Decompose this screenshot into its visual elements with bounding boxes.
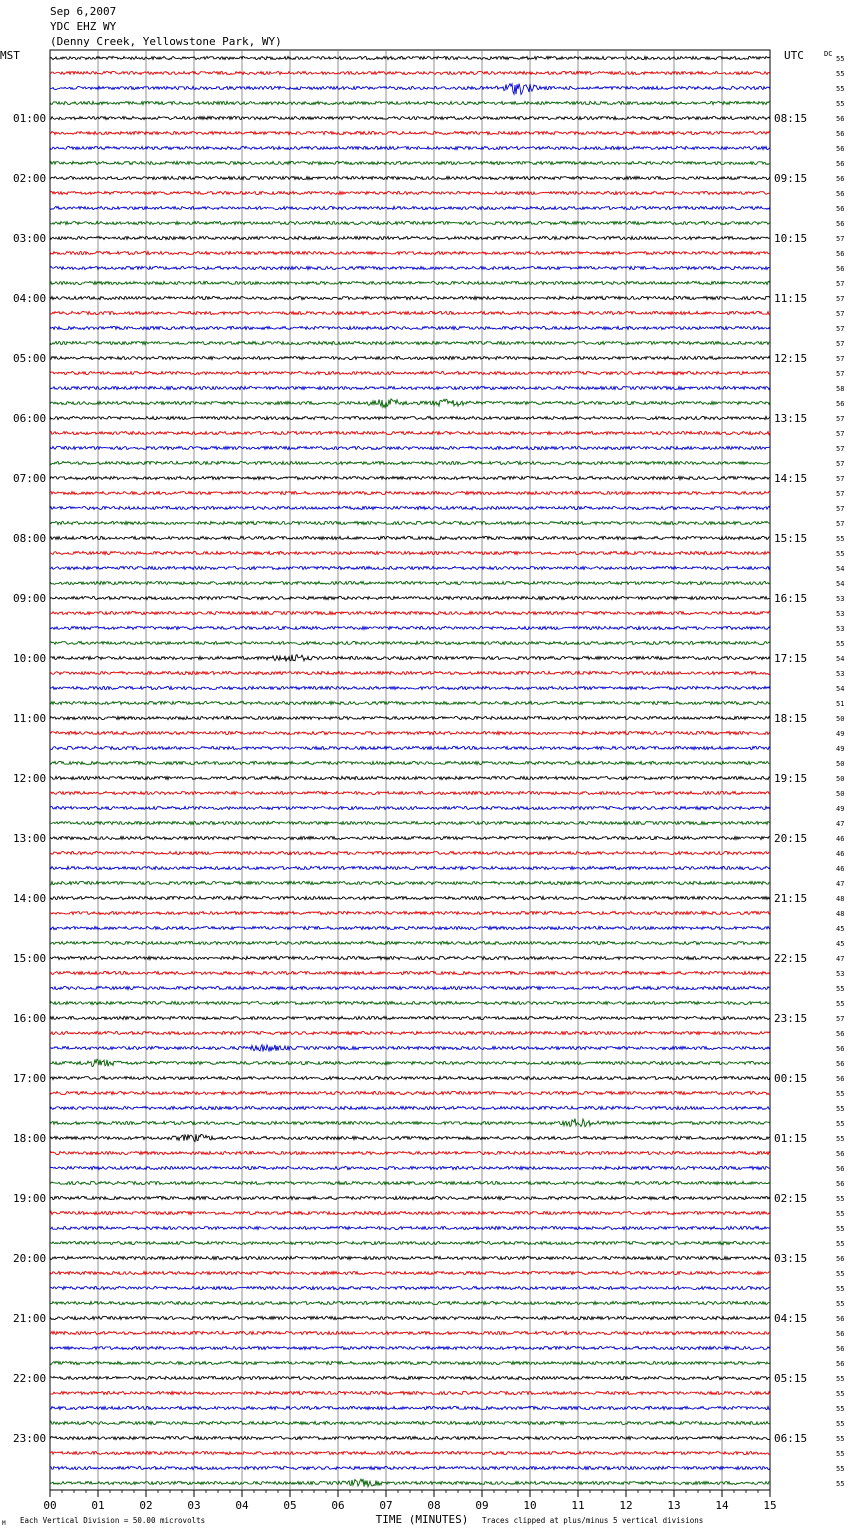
dc-value: 56	[836, 1060, 845, 1068]
left-axis-title: MST	[0, 49, 20, 62]
dc-value: 47	[836, 955, 845, 963]
seismic-trace	[50, 1376, 770, 1379]
utc-hour-label: 05:15	[774, 1372, 808, 1385]
dc-value: 55	[836, 1300, 845, 1308]
seismic-trace	[50, 1316, 770, 1319]
seismic-trace	[50, 686, 770, 689]
dc-value: 53	[836, 610, 845, 618]
x-tick-label: 07	[379, 1499, 393, 1512]
mst-hour-label: 13:00	[13, 832, 47, 845]
dc-value: 55	[836, 1420, 845, 1428]
x-tick-label: 03	[187, 1499, 201, 1512]
dc-value: 55	[836, 1240, 845, 1248]
seismic-traces	[50, 56, 770, 1486]
x-tick-label: 11	[571, 1499, 585, 1512]
utc-hour-label: 08:15	[774, 112, 808, 125]
seismic-trace	[50, 971, 770, 974]
seismic-trace	[50, 671, 770, 674]
seismic-trace	[50, 266, 770, 269]
dc-value: 57	[836, 340, 845, 348]
seismic-trace	[50, 146, 770, 149]
dc-value: 56	[836, 1165, 845, 1173]
utc-hour-label: 12:15	[774, 352, 808, 365]
utc-hour-label: 21:15	[774, 892, 808, 905]
seismic-trace	[50, 926, 770, 929]
x-tick-label: 06	[331, 1499, 345, 1512]
dc-value: 56	[836, 1255, 845, 1263]
seismic-trace	[50, 1226, 770, 1229]
seismic-trace	[50, 1091, 770, 1094]
dc-value: 53	[836, 595, 845, 603]
dc-value: 56	[836, 115, 845, 123]
dc-value: 47	[836, 820, 845, 828]
seismic-trace	[50, 1331, 770, 1334]
mst-hour-label: 10:00	[13, 652, 47, 665]
seismic-trace	[50, 581, 770, 584]
seismic-trace	[50, 1466, 770, 1469]
dc-value: 56	[836, 205, 845, 213]
dc-value: 57	[836, 355, 845, 363]
seismic-trace	[50, 1059, 770, 1066]
seismic-trace	[50, 1106, 770, 1109]
dc-value: 56	[836, 220, 845, 228]
utc-hour-label: 03:15	[774, 1252, 808, 1265]
mst-hour-label: 04:00	[13, 292, 47, 305]
seismic-trace	[50, 71, 770, 74]
seismic-trace	[50, 1076, 770, 1079]
seismic-trace	[50, 1421, 770, 1424]
dc-value: 56	[836, 160, 845, 168]
seismic-trace	[50, 221, 770, 224]
seismic-trace	[50, 1451, 770, 1454]
seismic-trace	[50, 1045, 770, 1052]
seismic-trace	[50, 821, 770, 824]
dc-value: 56	[836, 1045, 845, 1053]
dc-value: 53	[836, 625, 845, 633]
dc-value: 49	[836, 805, 845, 813]
mst-hour-label: 15:00	[13, 952, 47, 965]
dc-value: 50	[836, 760, 845, 768]
dc-value: 45	[836, 940, 845, 948]
dc-value: 55	[836, 1210, 845, 1218]
seismic-trace	[50, 161, 770, 164]
x-axis-title: TIME (MINUTES)	[375, 1513, 469, 1526]
mst-hour-label: 08:00	[13, 532, 47, 545]
dc-value: 55	[836, 535, 845, 543]
seismic-trace	[50, 701, 770, 704]
seismic-trace	[50, 191, 770, 194]
seismic-trace	[50, 1001, 770, 1004]
dc-value: 56	[836, 250, 845, 258]
dc-value: 56	[836, 1315, 845, 1323]
dc-value: 57	[836, 310, 845, 318]
dc-value: 58	[836, 385, 845, 393]
x-tick-label: 09	[475, 1499, 489, 1512]
utc-hour-label: 17:15	[774, 652, 808, 665]
seismic-trace	[50, 506, 770, 509]
x-tick-label: 05	[283, 1499, 297, 1512]
x-tick-label: 14	[715, 1499, 729, 1512]
dc-value: 45	[836, 925, 845, 933]
dc-value: 55	[836, 550, 845, 558]
x-tick-label: 15	[763, 1499, 777, 1512]
dc-value: 56	[836, 1330, 845, 1338]
seismic-trace	[50, 1256, 770, 1259]
seismic-trace	[50, 1119, 770, 1127]
dc-value: 56	[836, 130, 845, 138]
dc-value: 48	[836, 895, 845, 903]
scale-note: Each Vertical Division = 50.00 microvolts	[20, 1516, 206, 1525]
dc-value: 57	[836, 460, 845, 468]
seismic-trace	[50, 476, 770, 479]
dc-value: 57	[836, 475, 845, 483]
x-tick-label: 10	[523, 1499, 537, 1512]
seismic-trace	[50, 1016, 770, 1019]
seismic-trace	[50, 881, 770, 884]
dc-value: 46	[836, 865, 845, 873]
seismic-trace	[50, 1361, 770, 1364]
x-tick-label: 08	[427, 1499, 441, 1512]
dc-value: 54	[836, 655, 845, 663]
dc-value: 56	[836, 145, 845, 153]
seismic-trace	[50, 1031, 770, 1034]
utc-hour-label: 01:15	[774, 1132, 808, 1145]
utc-hour-label: 18:15	[774, 712, 808, 725]
dc-value: 46	[836, 850, 845, 858]
dc-value: 55	[836, 985, 845, 993]
mst-hour-label: 07:00	[13, 472, 47, 485]
utc-hour-label: 23:15	[774, 1012, 808, 1025]
header-station: YDC EHZ WY	[50, 20, 117, 33]
dc-value: 51	[836, 700, 845, 708]
dc-value: 56	[836, 1075, 845, 1083]
axis-labels	[2, 50, 844, 1527]
utc-hour-label: 14:15	[774, 472, 808, 485]
seismic-trace	[50, 236, 770, 239]
seismic-trace	[50, 1271, 770, 1274]
dc-value: 49	[836, 730, 845, 738]
dc-value: 55	[836, 1270, 845, 1278]
seismic-trace	[50, 641, 770, 644]
seismic-trace	[50, 326, 770, 329]
mst-hour-label: 19:00	[13, 1192, 47, 1205]
seismic-trace	[50, 341, 770, 344]
seismic-trace	[50, 416, 770, 419]
dc-value: 55	[836, 1285, 845, 1293]
seismic-trace	[50, 911, 770, 914]
dc-value: 53	[836, 970, 845, 978]
seismic-trace	[50, 1151, 770, 1154]
dc-value: 55	[836, 70, 845, 78]
utc-hour-label: 09:15	[774, 172, 808, 185]
seismic-trace	[50, 1406, 770, 1409]
utc-hour-label: 00:15	[774, 1072, 808, 1085]
seismic-trace	[50, 626, 770, 629]
dc-value: 56	[836, 175, 845, 183]
dc-value: 55	[836, 1135, 845, 1143]
seismic-trace	[50, 431, 770, 434]
header-location: (Denny Creek, Yellowstone Park, WY)	[50, 35, 282, 48]
utc-hour-label: 20:15	[774, 832, 808, 845]
seismic-trace	[50, 206, 770, 209]
mst-hour-label: 16:00	[13, 1012, 47, 1025]
seismic-trace	[50, 296, 770, 299]
seismic-trace	[50, 1181, 770, 1184]
dc-value: 47	[836, 880, 845, 888]
dc-value: 55	[836, 1435, 845, 1443]
dc-value: 57	[836, 505, 845, 513]
dc-value: 56	[836, 1180, 845, 1188]
utc-hour-label: 11:15	[774, 292, 808, 305]
dc-value: 55	[836, 1120, 845, 1128]
dc-value: 55	[836, 1105, 845, 1113]
seismic-trace	[50, 1166, 770, 1169]
seismic-trace	[50, 131, 770, 134]
seismic-trace	[50, 446, 770, 449]
dc-value: 57	[836, 295, 845, 303]
dc-value: 55	[836, 640, 845, 648]
x-tick-label: 04	[235, 1499, 249, 1512]
seismic-trace	[50, 1241, 770, 1244]
seismic-trace	[50, 776, 770, 779]
dc-value: 56	[836, 1345, 845, 1353]
seismic-trace	[50, 84, 770, 95]
dc-value: 57	[836, 490, 845, 498]
seismic-trace	[50, 1301, 770, 1304]
dc-value: 55	[836, 1390, 845, 1398]
dc-value: 55	[836, 100, 845, 108]
x-tick-label: 01	[91, 1499, 105, 1512]
dc-value: 48	[836, 910, 845, 918]
dc-value: 55	[836, 1450, 845, 1458]
mst-hour-label: 06:00	[13, 412, 47, 425]
dc-value: 57	[836, 370, 845, 378]
seismic-trace	[50, 566, 770, 569]
utc-hour-label: 13:15	[774, 412, 808, 425]
dc-value: 55	[836, 1375, 845, 1383]
seismic-trace	[50, 746, 770, 749]
dc-value: 53	[836, 670, 845, 678]
seismic-trace	[50, 1211, 770, 1214]
mst-hour-label: 02:00	[13, 172, 47, 185]
utc-hour-label: 02:15	[774, 1192, 808, 1205]
utc-hour-label: 22:15	[774, 952, 808, 965]
dc-value: 55	[836, 85, 845, 93]
x-tick-label: 02	[139, 1499, 153, 1512]
mst-hour-label: 01:00	[13, 112, 47, 125]
mst-hour-label: 03:00	[13, 232, 47, 245]
seismic-trace	[50, 1346, 770, 1349]
seismic-trace	[50, 836, 770, 839]
dc-value: 55	[836, 1090, 845, 1098]
dc-value: 54	[836, 685, 845, 693]
mst-hour-label: 20:00	[13, 1252, 47, 1265]
seismic-trace	[50, 356, 770, 359]
seismic-trace	[50, 1391, 770, 1394]
mst-hour-label: 22:00	[13, 1372, 47, 1385]
utc-hour-label: 04:15	[774, 1312, 808, 1325]
dc-value: 55	[836, 1000, 845, 1008]
seismic-trace	[50, 761, 770, 764]
dc-value: 57	[836, 415, 845, 423]
seismic-trace	[50, 956, 770, 959]
x-tick-label: 13	[667, 1499, 681, 1512]
seismic-trace	[50, 731, 770, 734]
dc-value: 57	[836, 325, 845, 333]
seismic-trace	[50, 399, 770, 407]
dc-value: 57	[836, 445, 845, 453]
dc-value: 55	[836, 1225, 845, 1233]
utc-hour-label: 06:15	[774, 1432, 808, 1445]
dc-value: 56	[836, 1030, 845, 1038]
seismic-trace	[50, 1134, 770, 1141]
dc-value: 54	[836, 580, 845, 588]
utc-hour-label: 19:15	[774, 772, 808, 785]
seismic-trace	[50, 806, 770, 809]
utc-hour-label: 15:15	[774, 532, 808, 545]
seismic-trace	[50, 866, 770, 869]
dc-value: 57	[836, 1015, 845, 1023]
dc-value: 46	[836, 835, 845, 843]
dc-value: 49	[836, 745, 845, 753]
seismic-trace	[50, 281, 770, 284]
dc-value: 56	[836, 400, 845, 408]
seismic-trace	[50, 461, 770, 464]
mst-hour-label: 09:00	[13, 592, 47, 605]
x-tick-label: 12	[619, 1499, 633, 1512]
seismic-trace	[50, 791, 770, 794]
dc-value: 55	[836, 55, 845, 63]
dc-value: 50	[836, 715, 845, 723]
seismic-trace	[50, 176, 770, 179]
dc-value: 55	[836, 1405, 845, 1413]
seismic-trace	[50, 655, 770, 662]
seismic-trace	[50, 986, 770, 989]
dc-value: 57	[836, 430, 845, 438]
mst-hour-label: 23:00	[13, 1432, 47, 1445]
plot-grid	[50, 50, 770, 1497]
dc-value: 50	[836, 775, 845, 783]
dc-value: 57	[836, 520, 845, 528]
header-date: Sep 6,2007	[50, 5, 117, 18]
utc-hour-label: 16:15	[774, 592, 808, 605]
seismic-trace	[50, 386, 770, 389]
seismic-trace	[50, 251, 770, 254]
seismic-trace	[50, 491, 770, 494]
dc-value: 54	[836, 565, 845, 573]
seismic-trace	[50, 611, 770, 614]
seismic-trace	[50, 101, 770, 104]
x-tick-label: 00	[43, 1499, 57, 1512]
seismic-trace	[50, 56, 770, 59]
right-axis-title: UTC	[784, 49, 804, 62]
seismic-trace	[50, 941, 770, 944]
seismic-trace	[50, 596, 770, 599]
dc-value: 56	[836, 190, 845, 198]
mst-hour-label: 17:00	[13, 1072, 47, 1085]
dc-value: 56	[836, 265, 845, 273]
seismic-trace	[50, 1436, 770, 1439]
mst-hour-label: 14:00	[13, 892, 47, 905]
dc-value: 50	[836, 790, 845, 798]
seismic-trace	[50, 851, 770, 854]
dc-value: 57	[836, 235, 845, 243]
dc-header: DC	[824, 50, 833, 58]
mst-hour-label: 12:00	[13, 772, 47, 785]
seismic-trace	[50, 551, 770, 554]
seismic-trace	[50, 116, 770, 119]
seismic-trace	[50, 1196, 770, 1199]
seismic-trace	[50, 1479, 770, 1487]
dc-value: 55	[836, 1195, 845, 1203]
seismic-trace	[50, 1286, 770, 1289]
seismic-trace	[50, 371, 770, 374]
dc-value: 56	[836, 1360, 845, 1368]
dc-value: 56	[836, 1150, 845, 1158]
seismic-trace	[50, 311, 770, 314]
mst-hour-label: 11:00	[13, 712, 47, 725]
seismic-trace	[50, 896, 770, 899]
mst-hour-label: 18:00	[13, 1132, 47, 1145]
dc-value: 55	[836, 1480, 845, 1488]
seismic-trace	[50, 521, 770, 524]
corner-mark: M	[2, 1520, 6, 1527]
seismic-trace	[50, 716, 770, 719]
mst-hour-label: 05:00	[13, 352, 47, 365]
utc-hour-label: 10:15	[774, 232, 808, 245]
seismic-trace	[50, 536, 770, 539]
mst-hour-label: 21:00	[13, 1312, 47, 1325]
dc-value: 57	[836, 280, 845, 288]
dc-value: 55	[836, 1465, 845, 1473]
clip-note: Traces clipped at plus/minus 5 vertical divisions	[482, 1516, 704, 1525]
